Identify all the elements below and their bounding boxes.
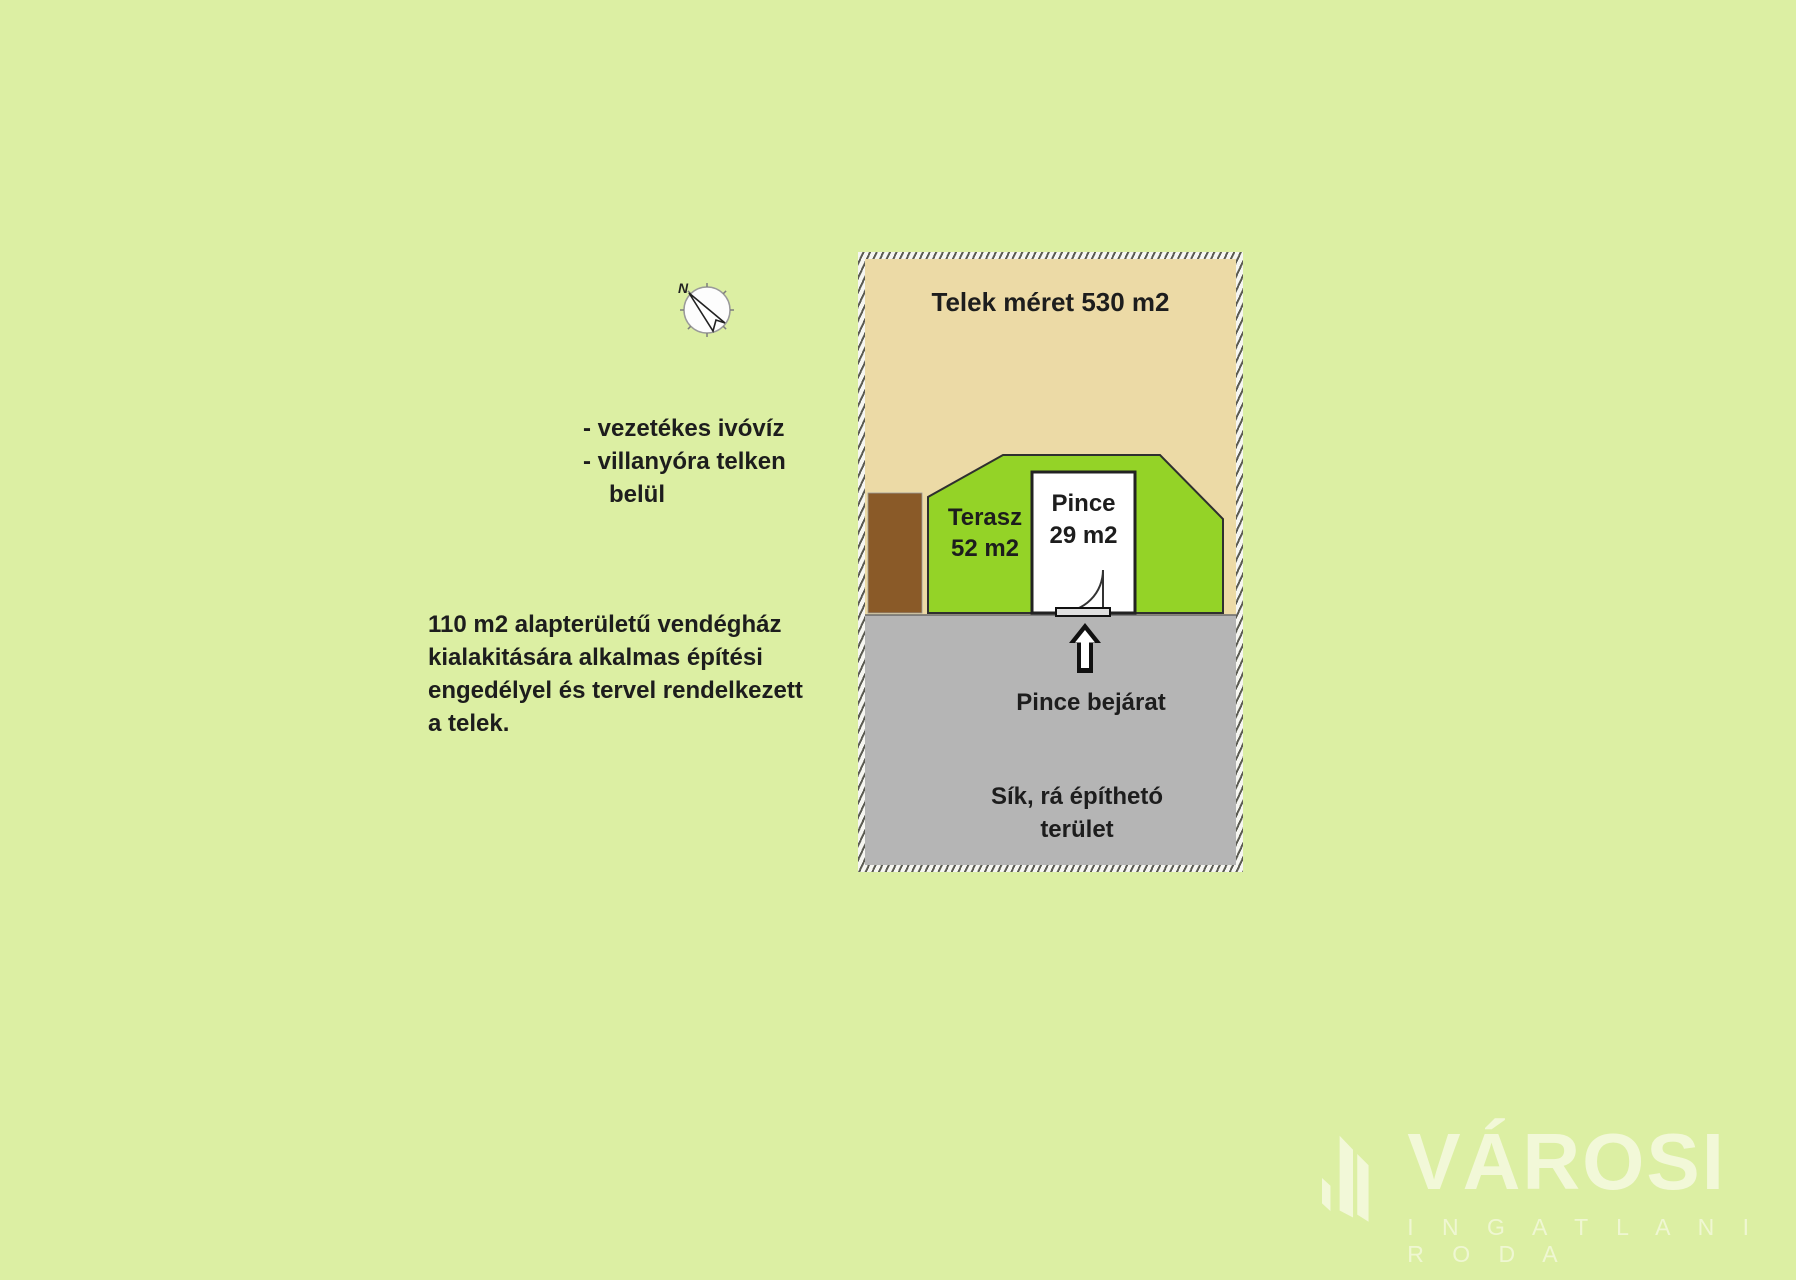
cellar-name: Pince bbox=[1051, 490, 1116, 517]
description-line: a telek. bbox=[428, 710, 510, 737]
property-description bbox=[428, 608, 803, 740]
description-line: kialakitására alkalmas építési bbox=[428, 644, 763, 671]
cellar-area-value: 29 m2 bbox=[1049, 522, 1118, 549]
terrace-area-value: 52 m2 bbox=[950, 535, 1020, 562]
utilities-note bbox=[583, 412, 786, 511]
up-arrow-icon bbox=[1069, 623, 1101, 673]
buildable-label-line: terület bbox=[1040, 816, 1114, 843]
buildable-label-line: Sík, rá építhetó bbox=[990, 783, 1164, 810]
utilities-line: - villanyóra telken bbox=[583, 448, 786, 475]
terrace-name: Terasz bbox=[947, 504, 1023, 531]
compass-icon bbox=[676, 278, 736, 340]
utilities-line: belül bbox=[609, 481, 666, 508]
buildable-label bbox=[957, 780, 1197, 846]
agency-logo bbox=[1322, 1112, 1782, 1267]
plot-size-label: Telek méret 530 m2 bbox=[931, 287, 1170, 317]
buildings-icon bbox=[1322, 1112, 1381, 1244]
description-line: 110 m2 alapterületű vendégház bbox=[428, 611, 782, 638]
compass-north-label: N bbox=[678, 280, 689, 296]
description-line: engedélyel és tervel rendelkezett bbox=[428, 677, 803, 704]
cellar-label bbox=[1032, 488, 1135, 552]
cellar-entrance-label: Pince bejárat bbox=[1016, 689, 1166, 716]
door-threshold bbox=[1056, 608, 1110, 616]
utilities-line: - vezetékes ivóvíz bbox=[583, 415, 785, 442]
site-plan bbox=[858, 252, 1243, 872]
logo-brand-text: VÁROSI bbox=[1407, 1117, 1726, 1206]
logo-subtitle-text: I N G A T L A N I R O D A bbox=[1407, 1214, 1761, 1267]
compass-north-indicator bbox=[676, 278, 736, 340]
